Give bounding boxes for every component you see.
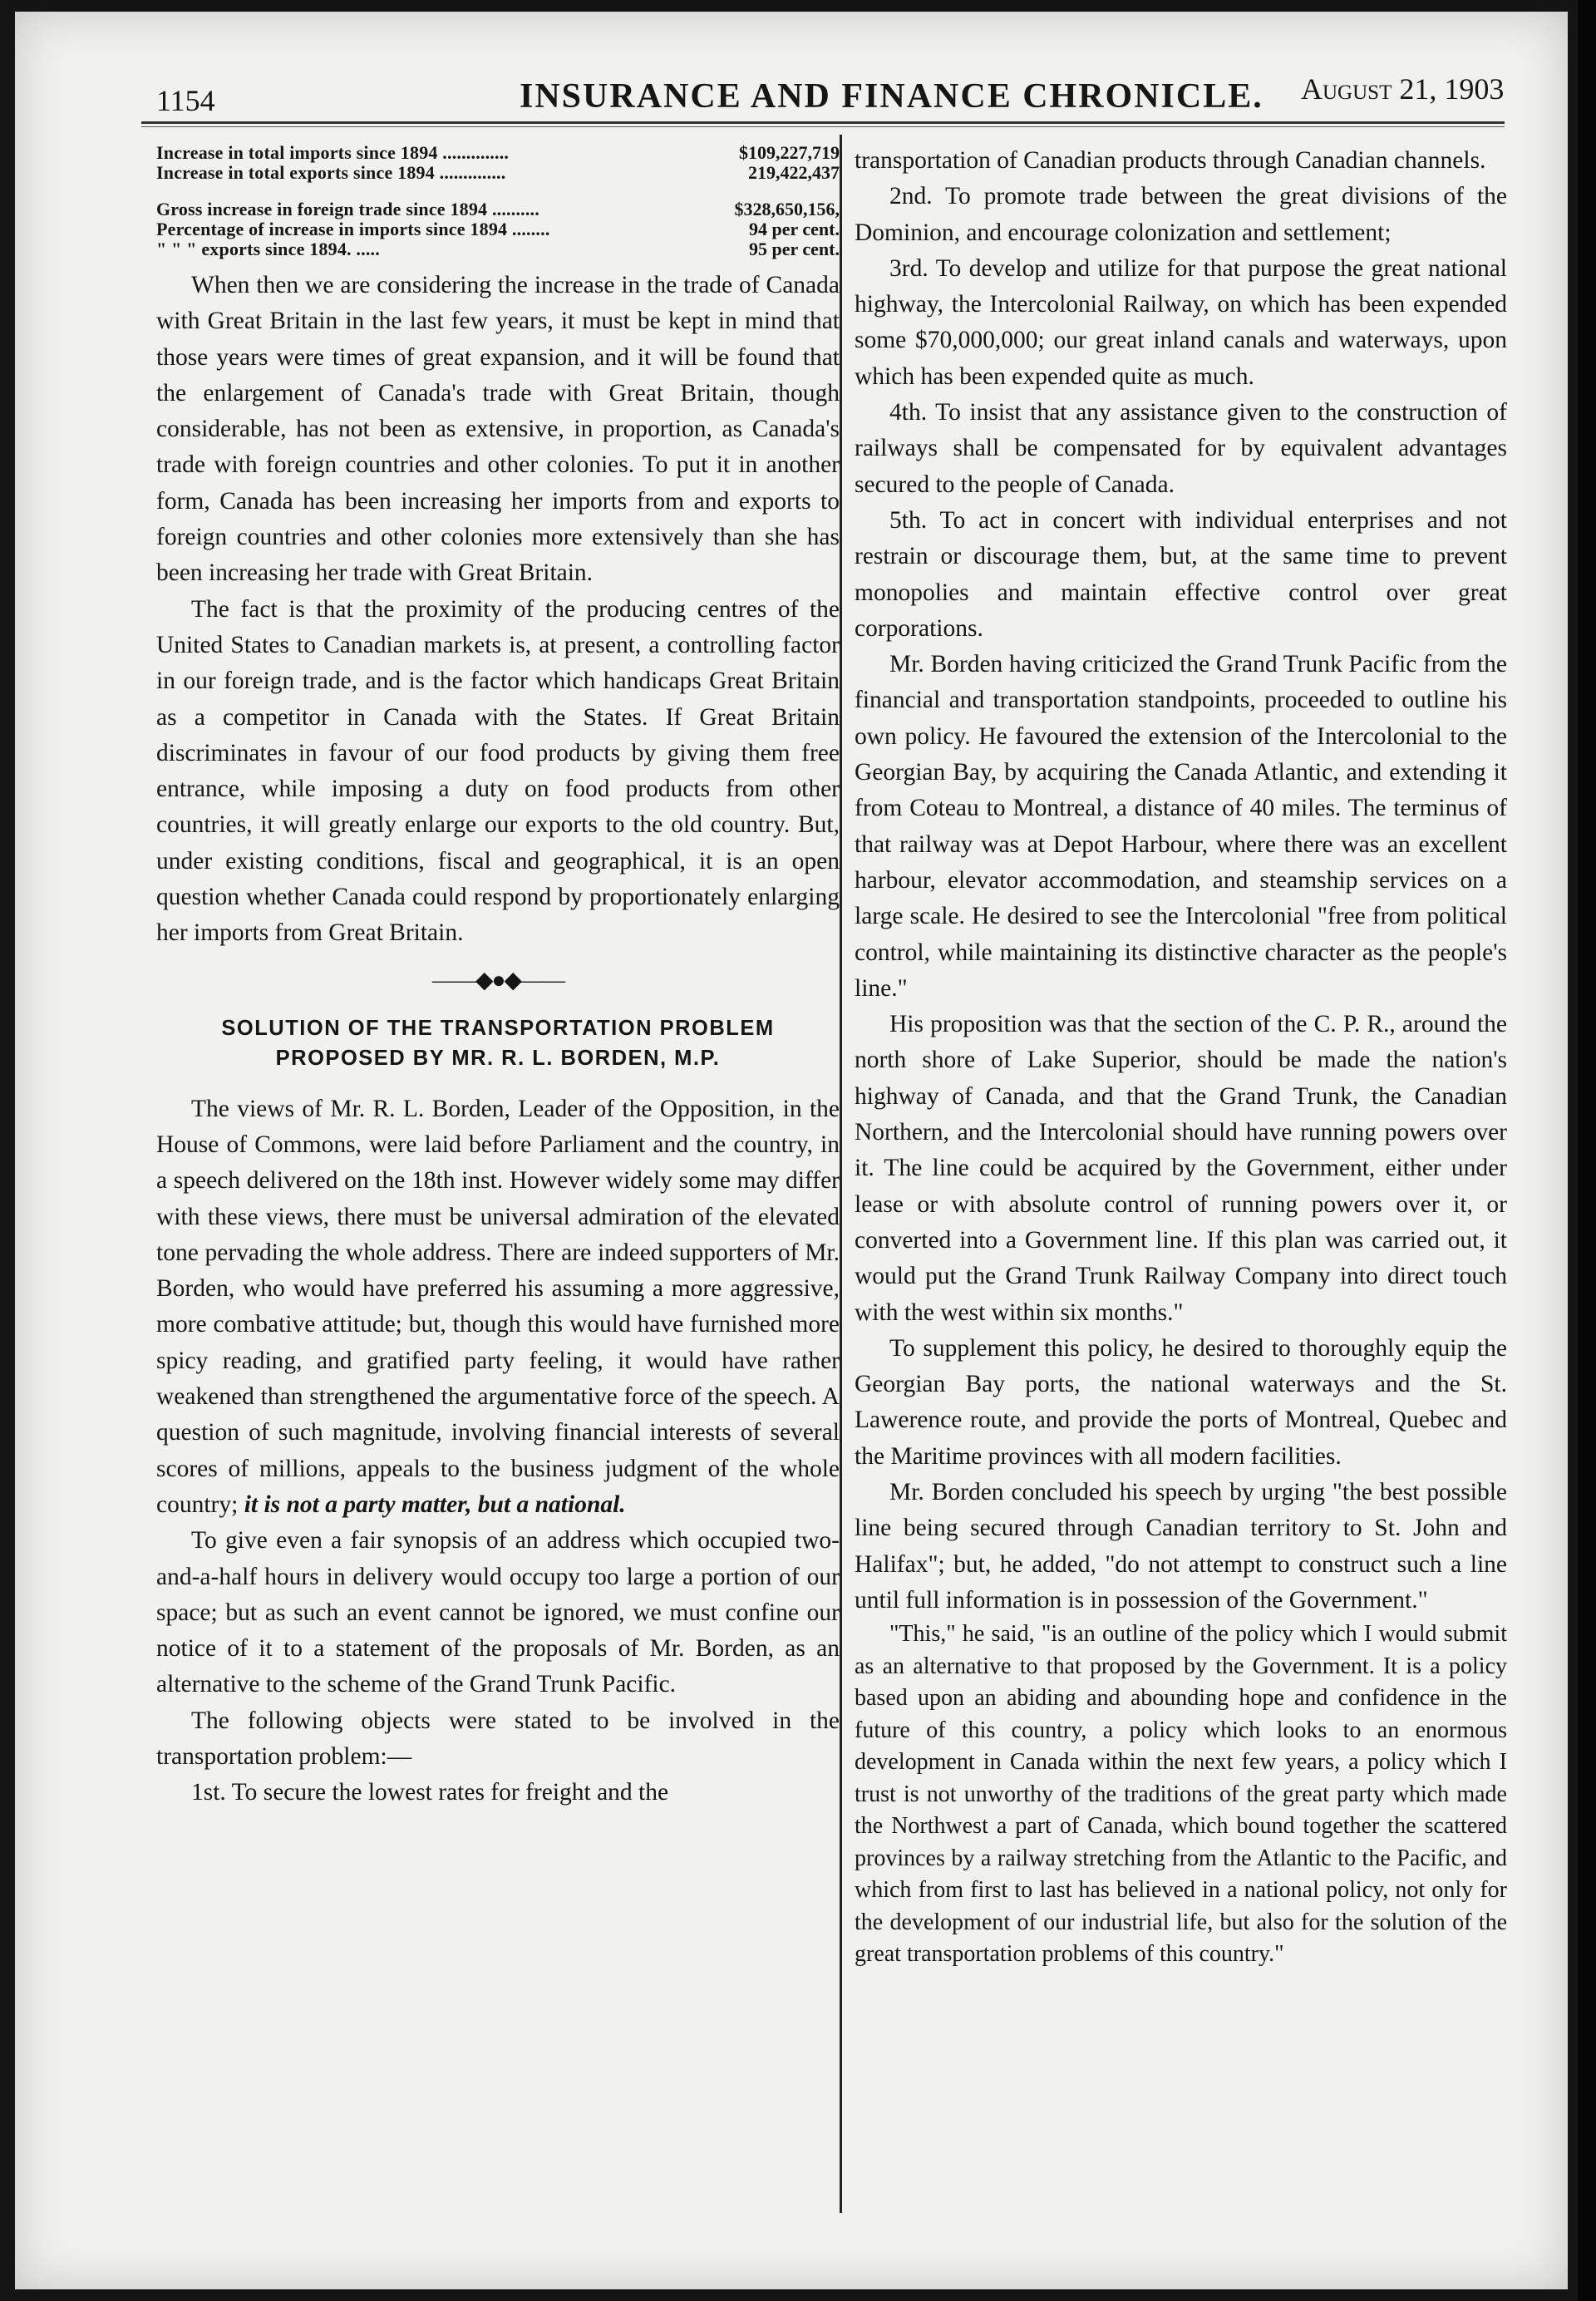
- scan-border: [1578, 0, 1596, 2301]
- paragraph: When then we are considering the increase in the trade of Canada with Great Britain in the last few years, it must be kept in mind that those years were times of great expansion, and it will be found that the enlargement of Canada's trade with Great Britain, though considerable, has not been as extensive, in proportion, as Canada's trade with foreign countries and other colonies. To put it in another form, Canada has been increasing her imports from and exports to foreign countries and other colonies more extensively than she has been increasing her trade with Great Britain.: [156, 272, 840, 587]
- paragraph: [156, 1091, 840, 1524]
- right-column: [855, 143, 1507, 1971]
- stat-row: [156, 200, 840, 219]
- stat-label: Increase in total exports since 1894 ..............: [156, 162, 506, 183]
- left-column: [156, 143, 840, 1811]
- stat-value: 95 per cent.: [749, 239, 840, 259]
- section-ornament: ——◆●◆——: [432, 967, 564, 993]
- headline-line: PROPOSED BY MR. R. L. BORDEN, M.P.: [275, 1046, 721, 1070]
- stat-value: $109,227,719: [739, 142, 840, 163]
- publication-title: INSURANCE AND FINANCE CHRONICLE.: [520, 77, 1264, 116]
- paragraph: transportation of Canadian products through Canadian channels.: [855, 147, 1486, 174]
- stat-row: [156, 163, 840, 183]
- paragraph: Mr. Borden concluded his speech by urging "the best possible line being secured through Canadian territory to St. John and Halifax"; but, he added, "do not attempt to construct such a line until full information is in possession of the Government.": [855, 1478, 1507, 1614]
- paragraph: To supplement this policy, he desired to thoroughly equip the Georgian Bay ports, the national waterways and the St. Lawerence route, and provide the ports of Montreal, Quebec and the Maritime provinces with all modern facilities.: [855, 1334, 1507, 1470]
- issue-date: August 21, 1903: [1301, 72, 1505, 106]
- paragraph-text: The views of Mr. R. L. Borden, Leader of the Opposition, in the House of Commons, were laid before Parliament and the country, in a speech delivered on the 18th inst. However widely some may differ with these views, there must be universal admiration of the elevated tone pervading the whole address. There are indeed supporters of Mr. Borden, who would have preferred his assuming a more aggressive, more combative attitude; but, though this would have furnished more spicy reading, and gratified party feeling, it would have rather weakened than strengthened the argumentative force of the speech. A question of such magnitude, involving financial interests of several scores of millions, appeals to the business judgment of the whole country;: [156, 1095, 840, 1518]
- paragraph: To give even a fair synopsis of an address which occupied two-and-a-half hours in delivery would occupy too large a portion of our space; but as such an event cannot be ignored, we must confine our notice of it to a statement of the proposals of Mr. Borden, as an alternative to the scheme of the Grand Trunk Pacific.: [156, 1527, 840, 1698]
- stat-value: 94 per cent.: [749, 219, 840, 239]
- paragraph: His proposition was that the section of the C. P. R., around the north shore of Lake Superior, should be made the nation's highway of Canada, and that the Grand Trunk, the Canadian Northern, and the Intercolonial should have running powers over it. The line could be acquired by the Government, either under lease or with absolute control of running powers over it, or converted into a Government line. If this plan was carried out, it would put the Grand Trunk Railway Company into direct touch with the west within six months.": [855, 1011, 1507, 1326]
- stat-value: $328,650,156,: [734, 199, 840, 219]
- headline-line: SOLUTION OF THE TRANSPORTATION PROBLEM: [221, 1016, 775, 1040]
- stat-label: Percentage of increase in imports since 1894 ........: [156, 219, 550, 239]
- stat-row: [156, 143, 840, 163]
- paragraph: 4th. To insist that any assistance given to the construction of railways shall be compensated for by equivalent advantages secured to the people of Canada.: [855, 399, 1507, 498]
- paragraph: 5th. To act in concert with individual enterprises and not restrain or discourage them, but, at the same time to prevent monopolies and maintain effective control over great corporations.: [855, 506, 1507, 642]
- stat-value: 219,422,437: [748, 162, 840, 183]
- page-header: [141, 65, 1521, 123]
- stat-label: Increase in total imports since 1894 ..............: [156, 142, 510, 163]
- trade-statistics: [156, 143, 840, 259]
- paragraph: Mr. Borden having criticized the Grand Trunk Pacific from the financial and transportation standpoints, proceeded to outline his own policy. He favoured the extension of the Intercolonial to the Georgian Bay, by acquiring the Canada Atlantic, and extending it from Coteau to Montreal, a distance of 40 miles. The terminus of that railway was at Depot Harbour, where there was an excellent harbour, elevator accommodation, and steamship services on a large scale. He desired to see the Intercolonial "free from political control, while maintaining its distinctive character as the people's line.": [855, 651, 1507, 1002]
- paragraph: 2nd. To promote trade between the great divisions of the Dominion, and encourage colonization and settlement;: [855, 183, 1507, 246]
- paragraph: The following objects were stated to be involved in the transportation problem:—: [156, 1707, 840, 1770]
- page-number: 1154: [156, 84, 215, 117]
- column-divider: [840, 135, 842, 2213]
- quoted-paragraph: "This," he said, "is an outline of the policy which I would submit as an alternative to that proposed by the Government. It is a policy based upon an abiding and abounding hope and confidence in the future of this country, a policy which looks to an enormous development in Canada within the next few years, a policy which I trust is not unworthy of the traditions of the great party which made the Northwest a part of Canada, which bound together the scattered provinces by a railway stretching from the Atlantic to the Pacific, and which from first to last has believed in a national policy, not only for the development of our industrial life, but also for the solution of the great transportation problems of this country.": [855, 1621, 1507, 1968]
- stat-label: Gross increase in foreign trade since 1894 ..........: [156, 199, 539, 219]
- emphasis-text: it is not a party matter, but a national.: [244, 1490, 626, 1518]
- stat-row: [156, 239, 840, 259]
- paragraph: 3rd. To develop and utilize for that purpose the great national highway, the Intercolonial Railway, on which has been expended some $70,000,000; our great inland canals and waterways, upon which has been expended quite as much.: [855, 254, 1507, 390]
- paragraph: 1st. To secure the lowest rates for freight and the: [191, 1779, 669, 1806]
- stat-label: " " " exports since 1894. .....: [156, 239, 380, 259]
- header-rule: [141, 121, 1505, 127]
- article-headline: [156, 1013, 840, 1073]
- stat-row: [156, 219, 840, 239]
- paragraph: The fact is that the proximity of the producing centres of the United States to Canadian markets is, at present, a controlling factor in our foreign trade, and is the factor which handicaps Great Britain as a competitor in Canada with the States. If Great Britain discriminates in favour of our food products by giving them free entrance, while imposing a duty on food products from other countries, it will greatly enlarge our exports to the old country. But, under existing conditions, fiscal and geographical, it is an open question whether Canada could respond by proportionately enlarging her imports from Great Britain.: [156, 595, 840, 947]
